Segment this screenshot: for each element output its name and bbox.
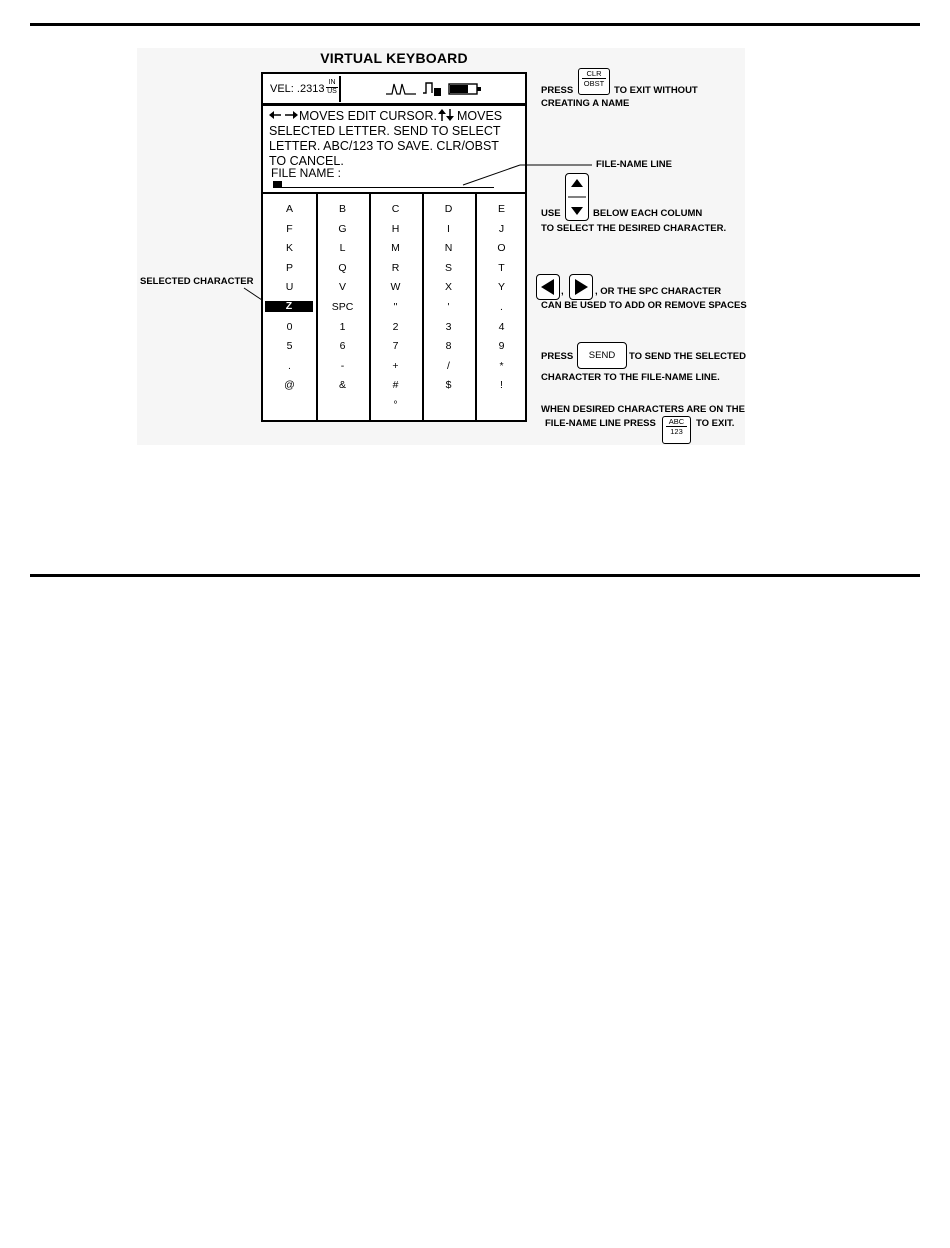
instruction-line-4: TO CANCEL. (269, 154, 344, 168)
keyboard-key[interactable]: G (338, 222, 347, 235)
keyboard-key[interactable]: 6 (339, 340, 346, 353)
keyboard-key[interactable]: . (288, 359, 291, 372)
keyboard-key[interactable]: & (338, 379, 346, 392)
keyboard-key[interactable]: I (447, 222, 450, 235)
clr-key-top: CLR (582, 69, 606, 79)
figure-title: VIRTUAL KEYBOARD (320, 50, 468, 66)
keyboard-key[interactable]: 7 (392, 340, 399, 353)
keyboard-key[interactable]: Y (497, 281, 505, 294)
use-label: USE (541, 208, 561, 219)
keyboard-key[interactable]: H (391, 222, 400, 235)
keyboard-key[interactable]: P (285, 261, 293, 274)
clr-press-text: PRESS (541, 85, 574, 96)
abc-key-bottom: 123 (670, 427, 683, 436)
keyboard-key[interactable]: 3 (445, 320, 452, 333)
exit-rest: TO EXIT. (696, 418, 735, 429)
keyboard-key[interactable]: V (338, 281, 346, 294)
spc-comma: , (561, 286, 564, 297)
keyboard-key[interactable]: 9 (498, 340, 505, 353)
spc-line-2: CAN BE USED TO ADD OR REMOVE SPACES (541, 300, 747, 311)
keyboard-key[interactable]: SPC (331, 301, 354, 313)
keyboard-key[interactable]: @ (284, 379, 295, 392)
units-top: IN (326, 79, 338, 88)
use-rest-line-1: BELOW EACH COLUMN (593, 208, 703, 219)
keyboard-key[interactable]: 4 (498, 320, 505, 333)
keyboard-key[interactable]: / (447, 359, 450, 372)
keyboard-key[interactable]: 8 (445, 340, 452, 353)
keyboard-key[interactable]: T (498, 261, 505, 274)
up-down-key-icon (566, 174, 588, 220)
right-arrow-icon (570, 275, 592, 299)
instruction-line-3: LETTER. ABC/123 TO SAVE. CLR/OBST (269, 139, 499, 153)
instruction-line-2: SELECTED LETTER. SEND TO SELECT (269, 124, 501, 138)
keyboard-key[interactable]: X (444, 281, 452, 294)
units-bottom: US (327, 88, 337, 95)
send-rest-line-2: CHARACTER TO THE FILE-NAME LINE. (541, 372, 720, 383)
keyboard-key[interactable]: D (444, 203, 453, 215)
keyboard-key[interactable]: K (285, 242, 293, 255)
keyboard-key[interactable]: J (498, 222, 505, 235)
keyboard-key[interactable]: # (392, 379, 399, 392)
exit-line-1: WHEN DESIRED CHARACTERS ARE ON THE (541, 404, 745, 415)
clr-obst-key[interactable] (578, 68, 610, 95)
right-arrow-key[interactable] (569, 274, 593, 300)
exit-line-2: FILE-NAME LINE PRESS (545, 418, 656, 429)
send-rest-line-1: TO SEND THE SELECTED (629, 351, 747, 362)
keyboard-key[interactable]: 5 (286, 340, 293, 353)
keyboard-key[interactable]: S (444, 261, 452, 274)
keyboard-key[interactable]: 1 (339, 320, 346, 333)
keyboard-key[interactable]: ° (393, 399, 398, 411)
keyboard-key[interactable]: F (286, 222, 293, 235)
keyboard-key[interactable]: O (497, 242, 506, 255)
abc-123-key[interactable] (662, 416, 691, 444)
keyboard-key[interactable]: L (339, 242, 346, 255)
keyboard-key[interactable]: N (444, 242, 453, 255)
keyboard-key[interactable]: R (391, 261, 400, 274)
instruction-text-2: MOVES (456, 109, 503, 123)
keyboard-key[interactable]: 2 (392, 320, 399, 333)
keyboard-key[interactable]: M (391, 242, 400, 255)
left-arrow-key[interactable] (536, 274, 560, 300)
clr-rest-line-1: TO EXIT WITHOUT (614, 85, 698, 96)
keyboard-key[interactable]: 0 (286, 320, 293, 333)
keyboard-key[interactable]: " (393, 301, 398, 313)
keyboard-key[interactable]: C (391, 203, 400, 215)
file-name-label: FILE NAME : (271, 166, 342, 180)
keyboard-key[interactable]: . (500, 301, 503, 313)
keyboard-key[interactable]: - (340, 359, 345, 372)
keyboard-key[interactable]: ' (447, 301, 450, 313)
keyboard-key[interactable]: B (338, 203, 346, 215)
selected-character-callout: SELECTED CHARACTER (140, 276, 254, 287)
clr-rest-line-2: CREATING A NAME (541, 98, 630, 109)
keyboard-key[interactable]: ! (500, 379, 503, 392)
keyboard-key[interactable]: * (499, 359, 504, 372)
use-rest-line-2: TO SELECT THE DESIRED CHARACTER. (541, 223, 727, 234)
instruction-text-1: MOVES EDIT CURSOR. (299, 109, 437, 123)
up-down-key[interactable] (565, 173, 589, 221)
send-key[interactable]: SEND (577, 342, 627, 369)
keyboard-key[interactable]: W (390, 281, 401, 294)
spc-line-1: , OR THE SPC CHARACTER (595, 286, 722, 297)
send-press-text: PRESS (541, 351, 574, 362)
keyboard-key[interactable]: $ (445, 379, 452, 392)
left-arrow-icon (537, 275, 559, 299)
keyboard-key[interactable]: U (285, 281, 294, 294)
keyboard-key[interactable]: Q (338, 261, 347, 274)
keyboard-key[interactable]: A (285, 203, 293, 215)
selected-key[interactable]: Z (265, 301, 313, 312)
velocity-readout: VEL: .2313 (270, 83, 325, 95)
bottom-rule (30, 574, 920, 577)
abc-key-top: ABC (666, 417, 687, 427)
file-name-line-callout: FILE-NAME LINE (596, 159, 672, 170)
keyboard-key[interactable]: + (392, 359, 399, 372)
clr-key-bottom: OBST (583, 79, 605, 88)
keyboard-key[interactable]: E (497, 203, 505, 215)
